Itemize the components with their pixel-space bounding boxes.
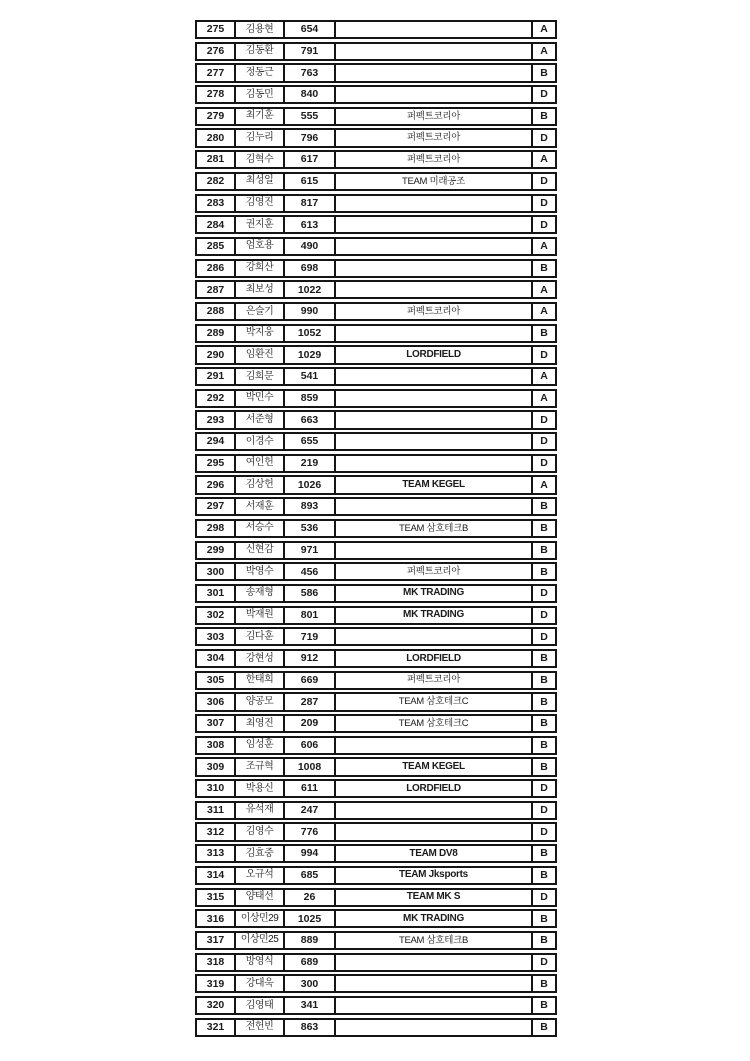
player-name-cell: 김누리 <box>236 130 285 145</box>
team-name-cell <box>336 44 533 59</box>
team-name-cell <box>336 976 533 991</box>
table-row <box>195 194 557 213</box>
registration-table <box>195 20 557 1039</box>
player-name-cell: 이상민25 <box>236 933 285 948</box>
player-name-cell: 여인헌 <box>236 456 285 471</box>
team-name-cell: TEAM 미래공조 <box>336 174 533 189</box>
entry-number-cell: 316 <box>197 911 236 926</box>
entry-number-cell: 315 <box>197 890 236 905</box>
team-name-cell <box>336 391 533 406</box>
player-name-cell: 김영진 <box>236 196 285 211</box>
player-name-cell: 은슬기 <box>236 304 285 319</box>
table-row <box>195 844 557 863</box>
grade-cell: B <box>540 739 548 752</box>
team-name-cell <box>336 824 533 839</box>
team-name-cell <box>336 412 533 427</box>
player-name-cell: 신현감 <box>236 543 285 558</box>
team-name-cell: 퍼펙트코리아 <box>336 130 533 145</box>
team-name-cell <box>336 217 533 232</box>
member-id-cell: 247 <box>285 803 336 818</box>
member-id-cell: 863 <box>285 1020 336 1035</box>
table-row <box>195 280 557 299</box>
entry-number-cell: 320 <box>197 998 236 1013</box>
entry-number-cell: 310 <box>197 781 236 796</box>
team-name-cell <box>336 196 533 211</box>
member-id-cell: 456 <box>285 564 336 579</box>
table-row <box>195 367 557 386</box>
member-id-cell: 817 <box>285 196 336 211</box>
entry-number-cell: 305 <box>197 673 236 688</box>
grade-cell: B <box>540 934 548 947</box>
grade-cell: A <box>540 283 548 296</box>
member-id-cell: 1029 <box>285 347 336 362</box>
player-name-cell: 서준형 <box>236 412 285 427</box>
table-row <box>195 20 557 39</box>
entry-number-cell: 279 <box>197 109 236 124</box>
team-name-cell <box>336 998 533 1013</box>
grade-cell: B <box>540 110 548 123</box>
table-row <box>195 909 557 928</box>
grade-cell: B <box>540 543 548 556</box>
table-row <box>195 888 557 907</box>
entry-number-cell: 284 <box>197 217 236 232</box>
team-name-cell <box>336 369 533 384</box>
team-name-cell <box>336 239 533 254</box>
table-row <box>195 1018 557 1037</box>
entry-number-cell: 280 <box>197 130 236 145</box>
table-row <box>195 172 557 191</box>
team-name-cell <box>336 803 533 818</box>
table-row <box>195 389 557 408</box>
player-name-cell: 양태선 <box>236 890 285 905</box>
table-row <box>195 85 557 104</box>
member-id-cell: 1022 <box>285 282 336 297</box>
table-row <box>195 931 557 950</box>
member-id-cell: 287 <box>285 694 336 709</box>
table-row <box>195 606 557 625</box>
member-id-cell: 689 <box>285 955 336 970</box>
member-id-cell: 209 <box>285 716 336 731</box>
table-row <box>195 519 557 538</box>
member-id-cell: 912 <box>285 651 336 666</box>
entry-number-cell: 318 <box>197 955 236 970</box>
member-id-cell: 698 <box>285 261 336 276</box>
team-name-cell: LORDFIELD <box>336 781 533 796</box>
team-name-cell: MK TRADING <box>336 608 533 623</box>
table-row <box>195 42 557 61</box>
grade-cell: D <box>540 348 548 361</box>
player-name-cell: 박재원 <box>236 608 285 623</box>
grade-cell: B <box>540 912 548 925</box>
table-row <box>195 432 557 451</box>
player-name-cell: 송재형 <box>236 586 285 601</box>
grade-cell: A <box>540 305 548 318</box>
team-name-cell: TEAM 삼호테크B <box>336 521 533 536</box>
entry-number-cell: 302 <box>197 608 236 623</box>
player-name-cell: 김영수 <box>236 824 285 839</box>
grade-cell: B <box>540 565 548 578</box>
player-name-cell: 전헌빈 <box>236 1020 285 1035</box>
grade-cell: B <box>540 760 548 773</box>
table-row <box>195 475 557 494</box>
player-name-cell: 김희문 <box>236 369 285 384</box>
entry-number-cell: 317 <box>197 933 236 948</box>
entry-number-cell: 285 <box>197 239 236 254</box>
entry-number-cell: 298 <box>197 521 236 536</box>
player-name-cell: 정동근 <box>236 65 285 80</box>
table-row <box>195 692 557 711</box>
table-row <box>195 150 557 169</box>
team-name-cell: TEAM MK S <box>336 890 533 905</box>
grade-cell: A <box>540 23 548 36</box>
grade-cell: B <box>540 1020 548 1033</box>
table-row <box>195 215 557 234</box>
player-name-cell: 유석재 <box>236 803 285 818</box>
player-name-cell: 최성일 <box>236 174 285 189</box>
grade-cell: A <box>540 153 548 166</box>
team-name-cell <box>336 955 533 970</box>
team-name-cell: TEAM 삼호테크C <box>336 716 533 731</box>
member-id-cell: 300 <box>285 976 336 991</box>
team-name-cell <box>336 1020 533 1035</box>
grade-cell: D <box>540 630 548 643</box>
grade-cell: B <box>540 717 548 730</box>
grade-cell: B <box>540 695 548 708</box>
entry-number-cell: 286 <box>197 261 236 276</box>
member-id-cell: 796 <box>285 130 336 145</box>
player-name-cell: 한태희 <box>236 673 285 688</box>
table-row <box>195 63 557 82</box>
entry-number-cell: 277 <box>197 65 236 80</box>
entry-number-cell: 300 <box>197 564 236 579</box>
player-name-cell: 방영식 <box>236 955 285 970</box>
table-row <box>195 584 557 603</box>
team-name-cell <box>336 456 533 471</box>
grade-cell: D <box>540 825 548 838</box>
grade-cell: B <box>540 999 548 1012</box>
player-name-cell: 강현성 <box>236 651 285 666</box>
player-name-cell: 권지훈 <box>236 217 285 232</box>
entry-number-cell: 319 <box>197 976 236 991</box>
table-row <box>195 128 557 147</box>
team-name-cell <box>336 326 533 341</box>
player-name-cell: 서승수 <box>236 521 285 536</box>
table-row <box>195 259 557 278</box>
member-id-cell: 1052 <box>285 326 336 341</box>
player-name-cell: 오규석 <box>236 868 285 883</box>
table-row <box>195 410 557 429</box>
player-name-cell: 김동민 <box>236 87 285 102</box>
member-id-cell: 791 <box>285 44 336 59</box>
member-id-cell: 1025 <box>285 911 336 926</box>
table-row <box>195 757 557 776</box>
entry-number-cell: 278 <box>197 87 236 102</box>
team-name-cell <box>336 543 533 558</box>
entry-number-cell: 308 <box>197 738 236 753</box>
entry-number-cell: 296 <box>197 477 236 492</box>
team-name-cell <box>336 738 533 753</box>
player-name-cell: 이경수 <box>236 434 285 449</box>
grade-cell: B <box>540 869 548 882</box>
member-id-cell: 586 <box>285 586 336 601</box>
table-row <box>195 541 557 560</box>
grade-cell: D <box>540 131 548 144</box>
player-name-cell: 박용신 <box>236 781 285 796</box>
team-name-cell: TEAM Jksports <box>336 868 533 883</box>
entry-number-cell: 314 <box>197 868 236 883</box>
player-name-cell: 박지웅 <box>236 326 285 341</box>
member-id-cell: 776 <box>285 824 336 839</box>
member-id-cell: 617 <box>285 152 336 167</box>
grade-cell: B <box>540 500 548 513</box>
entry-number-cell: 290 <box>197 347 236 362</box>
grade-cell: B <box>540 522 548 535</box>
team-name-cell: TEAM KEGEL <box>336 477 533 492</box>
player-name-cell: 이상민29 <box>236 911 285 926</box>
grade-cell: D <box>540 413 548 426</box>
member-id-cell: 615 <box>285 174 336 189</box>
entry-number-cell: 291 <box>197 369 236 384</box>
grade-cell: B <box>540 652 548 665</box>
table-row <box>195 714 557 733</box>
table-row <box>195 649 557 668</box>
team-name-cell: MK TRADING <box>336 586 533 601</box>
member-id-cell: 859 <box>285 391 336 406</box>
entry-number-cell: 312 <box>197 824 236 839</box>
table-row <box>195 866 557 885</box>
grade-cell: B <box>540 261 548 274</box>
grade-cell: B <box>540 977 548 990</box>
team-name-cell <box>336 87 533 102</box>
team-name-cell <box>336 499 533 514</box>
entry-number-cell: 282 <box>197 174 236 189</box>
grade-cell: D <box>540 457 548 470</box>
entry-number-cell: 301 <box>197 586 236 601</box>
grade-cell: B <box>540 847 548 860</box>
team-name-cell: TEAM 삼호테크B <box>336 933 533 948</box>
entry-number-cell: 311 <box>197 803 236 818</box>
player-name-cell: 김용현 <box>236 22 285 37</box>
team-name-cell: LORDFIELD <box>336 651 533 666</box>
grade-cell: A <box>540 392 548 405</box>
entry-number-cell: 275 <box>197 22 236 37</box>
member-id-cell: 801 <box>285 608 336 623</box>
entry-number-cell: 303 <box>197 629 236 644</box>
member-id-cell: 613 <box>285 217 336 232</box>
team-name-cell <box>336 434 533 449</box>
member-id-cell: 719 <box>285 629 336 644</box>
entry-number-cell: 294 <box>197 434 236 449</box>
player-name-cell: 최기훈 <box>236 109 285 124</box>
team-name-cell: MK TRADING <box>336 911 533 926</box>
table-row <box>195 345 557 364</box>
grade-cell: D <box>540 218 548 231</box>
team-name-cell: 퍼펙트코리아 <box>336 109 533 124</box>
entry-number-cell: 313 <box>197 846 236 861</box>
grade-cell: D <box>540 88 548 101</box>
member-id-cell: 669 <box>285 673 336 688</box>
table-row <box>195 779 557 798</box>
grade-cell: A <box>540 240 548 253</box>
grade-cell: A <box>540 370 548 383</box>
entry-number-cell: 297 <box>197 499 236 514</box>
grade-cell: D <box>540 435 548 448</box>
table-row <box>195 324 557 343</box>
table-row <box>195 107 557 126</box>
entry-number-cell: 281 <box>197 152 236 167</box>
entry-number-cell: 292 <box>197 391 236 406</box>
member-id-cell: 663 <box>285 412 336 427</box>
member-id-cell: 990 <box>285 304 336 319</box>
player-name-cell: 김혁수 <box>236 152 285 167</box>
table-row <box>195 801 557 820</box>
grade-cell: D <box>540 175 548 188</box>
entry-number-cell: 307 <box>197 716 236 731</box>
table-row <box>195 736 557 755</box>
grade-cell: A <box>540 478 548 491</box>
player-name-cell: 최보성 <box>236 282 285 297</box>
grade-cell: D <box>540 196 548 209</box>
team-name-cell: TEAM 삼호테크C <box>336 694 533 709</box>
member-id-cell: 555 <box>285 109 336 124</box>
table-row <box>195 562 557 581</box>
member-id-cell: 971 <box>285 543 336 558</box>
grade-cell: A <box>540 45 548 58</box>
member-id-cell: 26 <box>285 890 336 905</box>
member-id-cell: 654 <box>285 22 336 37</box>
player-name-cell: 강희산 <box>236 261 285 276</box>
player-name-cell: 조규혁 <box>236 759 285 774</box>
team-name-cell: 퍼펙트코리아 <box>336 673 533 688</box>
entry-number-cell: 309 <box>197 759 236 774</box>
player-name-cell: 김동환 <box>236 44 285 59</box>
grade-cell: B <box>540 66 548 79</box>
player-name-cell: 김상헌 <box>236 477 285 492</box>
entry-number-cell: 288 <box>197 304 236 319</box>
player-name-cell: 박민수 <box>236 391 285 406</box>
player-name-cell: 최영진 <box>236 716 285 731</box>
entry-number-cell: 299 <box>197 543 236 558</box>
team-name-cell: 퍼펙트코리아 <box>336 304 533 319</box>
table-row <box>195 497 557 516</box>
player-name-cell: 김효중 <box>236 846 285 861</box>
member-id-cell: 606 <box>285 738 336 753</box>
table-row <box>195 302 557 321</box>
team-name-cell: TEAM KEGEL <box>336 759 533 774</box>
team-name-cell <box>336 282 533 297</box>
grade-cell: D <box>540 890 548 903</box>
entry-number-cell: 304 <box>197 651 236 666</box>
member-id-cell: 1008 <box>285 759 336 774</box>
player-name-cell: 김영태 <box>236 998 285 1013</box>
entry-number-cell: 306 <box>197 694 236 709</box>
grade-cell: B <box>540 326 548 339</box>
grade-cell: D <box>540 782 548 795</box>
member-id-cell: 536 <box>285 521 336 536</box>
table-row <box>195 627 557 646</box>
player-name-cell: 박영수 <box>236 564 285 579</box>
player-name-cell: 임환진 <box>236 347 285 362</box>
member-id-cell: 1026 <box>285 477 336 492</box>
player-name-cell: 강대욱 <box>236 976 285 991</box>
grade-cell: D <box>540 955 548 968</box>
team-name-cell <box>336 22 533 37</box>
member-id-cell: 893 <box>285 499 336 514</box>
team-name-cell <box>336 629 533 644</box>
team-name-cell <box>336 261 533 276</box>
member-id-cell: 611 <box>285 781 336 796</box>
member-id-cell: 219 <box>285 456 336 471</box>
entry-number-cell: 293 <box>197 412 236 427</box>
entry-number-cell: 289 <box>197 326 236 341</box>
table-row <box>195 237 557 256</box>
grade-cell: D <box>540 608 548 621</box>
team-name-cell: 퍼펙트코리아 <box>336 564 533 579</box>
team-name-cell: 퍼펙트코리아 <box>336 152 533 167</box>
player-name-cell: 엄호용 <box>236 239 285 254</box>
member-id-cell: 994 <box>285 846 336 861</box>
team-name-cell: LORDFIELD <box>336 347 533 362</box>
member-id-cell: 840 <box>285 87 336 102</box>
member-id-cell: 341 <box>285 998 336 1013</box>
table-row <box>195 822 557 841</box>
member-id-cell: 655 <box>285 434 336 449</box>
table-row <box>195 454 557 473</box>
table-row <box>195 953 557 972</box>
player-name-cell: 양공모 <box>236 694 285 709</box>
table-row <box>195 671 557 690</box>
member-id-cell: 685 <box>285 868 336 883</box>
grade-cell: D <box>540 804 548 817</box>
entry-number-cell: 276 <box>197 44 236 59</box>
grade-cell: B <box>540 673 548 686</box>
table-row <box>195 974 557 993</box>
grade-cell: D <box>540 587 548 600</box>
entry-number-cell: 295 <box>197 456 236 471</box>
player-name-cell: 서재훈 <box>236 499 285 514</box>
player-name-cell: 김다훈 <box>236 629 285 644</box>
member-id-cell: 541 <box>285 369 336 384</box>
team-name-cell: TEAM DV8 <box>336 846 533 861</box>
team-name-cell <box>336 65 533 80</box>
player-name-cell: 임성훈 <box>236 738 285 753</box>
entry-number-cell: 287 <box>197 282 236 297</box>
member-id-cell: 763 <box>285 65 336 80</box>
table-row <box>195 996 557 1015</box>
member-id-cell: 889 <box>285 933 336 948</box>
entry-number-cell: 321 <box>197 1020 236 1035</box>
member-id-cell: 490 <box>285 239 336 254</box>
entry-number-cell: 283 <box>197 196 236 211</box>
